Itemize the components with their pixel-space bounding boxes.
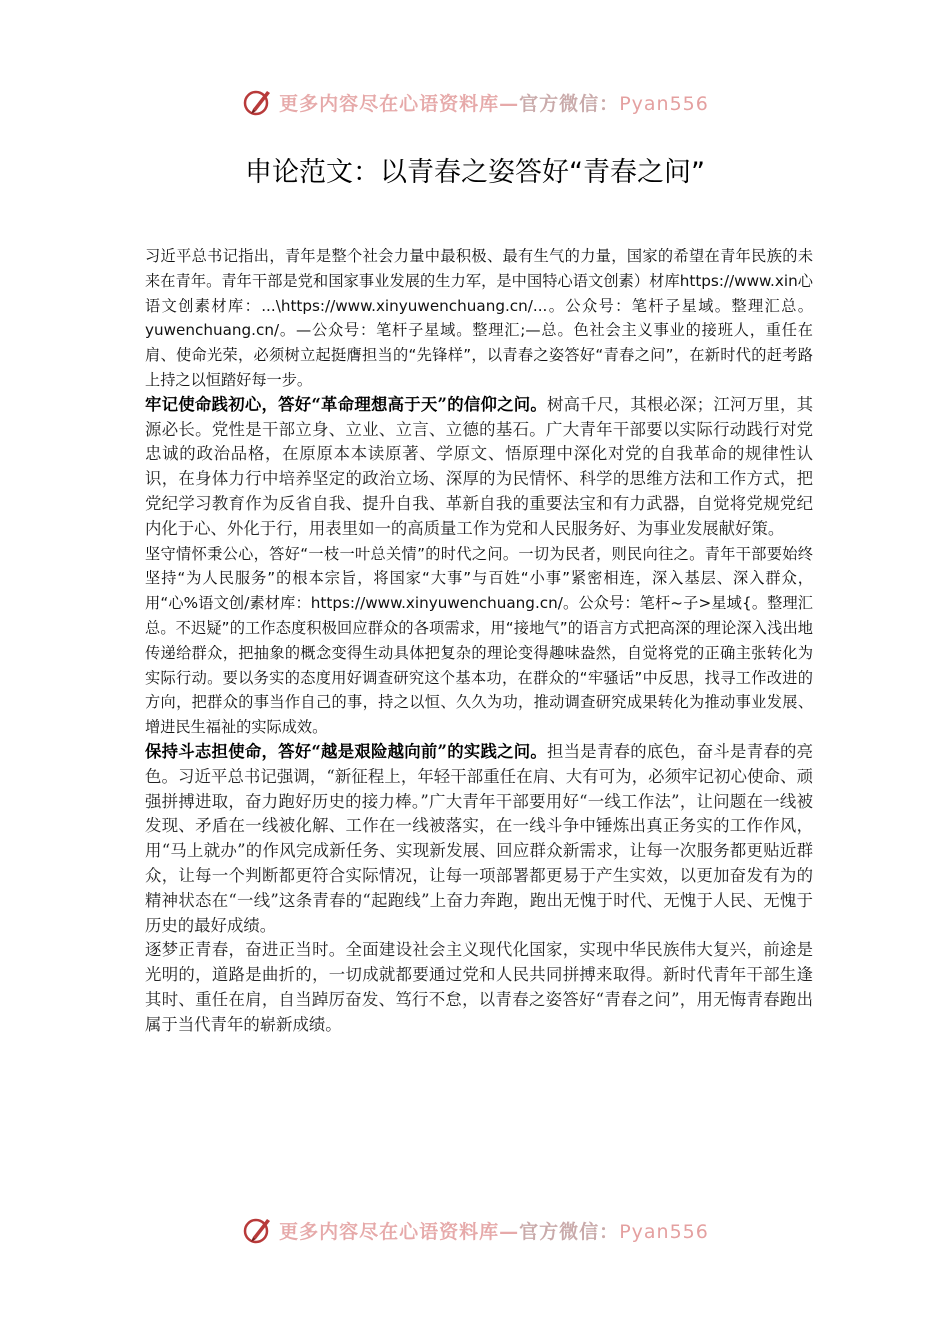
footer-banner [0,1210,950,1250]
paragraph-intro: 习近平总书记指出，青年是整个社会力量中最积极、最有生气的力量，国家的希望在青年民族的未来在青年。青年干部是党和国家事业发展的生力军，是中国特心语文创素）材库https://www.xin心语文创素材库：...\https://www.xinyuwenchuang.cn/...。公众号：笔杆子星域。整理汇总。yuwenchuang.cn/。—公众号：笔杆子星域。整理汇;—总。色社会主义事业的接班人，重任在肩、使命光荣，必须树立起挺膺担当的“先锋样”，以青春之姿答好“青春之问”，在新时代的赶考路上持之以恒踏好每一步。 [145,247,813,389]
section-heading: 牢记使命践初心，答好“革命理想高于天”的信仰之问。 [145,394,548,414]
article-body [145,244,813,1038]
paragraph-section-2: 坚守情怀秉公心，答好“一枝一叶总关情”的时代之问。一切为民者，则民向往之。青年干部要始终坚持“为人民服务”的根本宗旨，将国家“大事”与百姓“小事”紧密相连，深入基层、深入群众，用“心%语文创/素材库：https://www.xinyuwenchuang.cn/。公众号：笔杆~子>星域{。整理汇总。不迟疑”的工作态度积极回应群众的各项需求，用“接地气”的语言方式把高深的理论深入浅出地传递给群众，把抽象的概念变得生动具体把复杂的理论变得趣味盎然，自觉将党的正确主张转化为实际行动。要以务实的态度用好调查研究这个基本功，在群众的“牢骚话”中反思，找寻工作改进的方向，把群众的事当作自己的事，持之以恒、久久为功，推动调查研究成果转化为推动事业发展、增进民生福祉的实际成效。 [145,544,813,737]
header-banner [0,82,950,122]
paragraph-section-3: 保持斗志担使命，答好“越是艰险越向前”的实践之问。担当是青春的底色，奋斗是青春的亮色。习近平总书记强调，“新征程上，年轻干部重任在肩、大有可为，必须牢记初心使命、顽强拼搏进取，奋力跑好历史的接力棒。”广大青年干部要用好“一线工作法”，让问题在一线被发现、矛盾在一线被化解、工作在一线被落实，在一线斗争中锤炼出真正务实的工作作风，用“马上就办”的作风完成新任务、实现新发展、回应群众新需求，让每一次服务都更贴近群众，让每一个判断都更符合实际情况，让每一项部署都更易于产生实效，以更加奋发有为的精神状态在“一线”这条青春的“起跑线”上奋力奔跑，跑出无愧于时代、无愧于人民、无愧于历史的最好成绩。 [145,741,813,935]
banner-text: 更多内容尽在心语资料库—官方微信：Pyan556 [279,1220,709,1243]
banner-text: 更多内容尽在心语资料库—官方微信：Pyan556 [279,92,709,115]
paragraph-conclusion: 逐梦正青春，奋进正当时。全面建设社会主义现代化国家，实现中华民族伟大复兴，前途是光明的，道路是曲折的，一切成就都要通过党和人民共同拼搏来取得。新时代青年干部生逢其时、重任在肩，自当踔厉奋发、笃行不怠，以青春之姿答好“青春之问”，用无悔青春跑出属于当代青年的崭新成绩。 [145,940,813,1034]
page-title: 申论范文：以青春之姿答好“青春之问” [245,157,705,188]
pen-logo-icon [241,1213,275,1247]
section-heading: 保持斗志担使命，答好“越是艰险越向前”的实践之问。 [145,741,548,761]
pen-logo-icon [241,85,275,119]
paragraph-section-1: 牢记使命践初心，答好“革命理想高于天”的信仰之问。树高千尺，其根必深；江河万里，其源必长。党性是干部立身、立业、立言、立德的基石。广大青年干部要以实际行动践行对党忠诚的政治品格，在原原本本读原著、学原文、悟原理中深化对党的自我革命的规律性认识，在身体力行中培养坚定的政治立场、深厚的为民情怀、科学的思维方法和工作方式，把党纪学习教育作为反省自我、提升自我、革新自我的重要法宝和有力武器，自觉将党规党纪内化于心、外化于行，用表里如一的高质量工作为党和人民服务好、为事业发展献好策。 [145,394,813,538]
